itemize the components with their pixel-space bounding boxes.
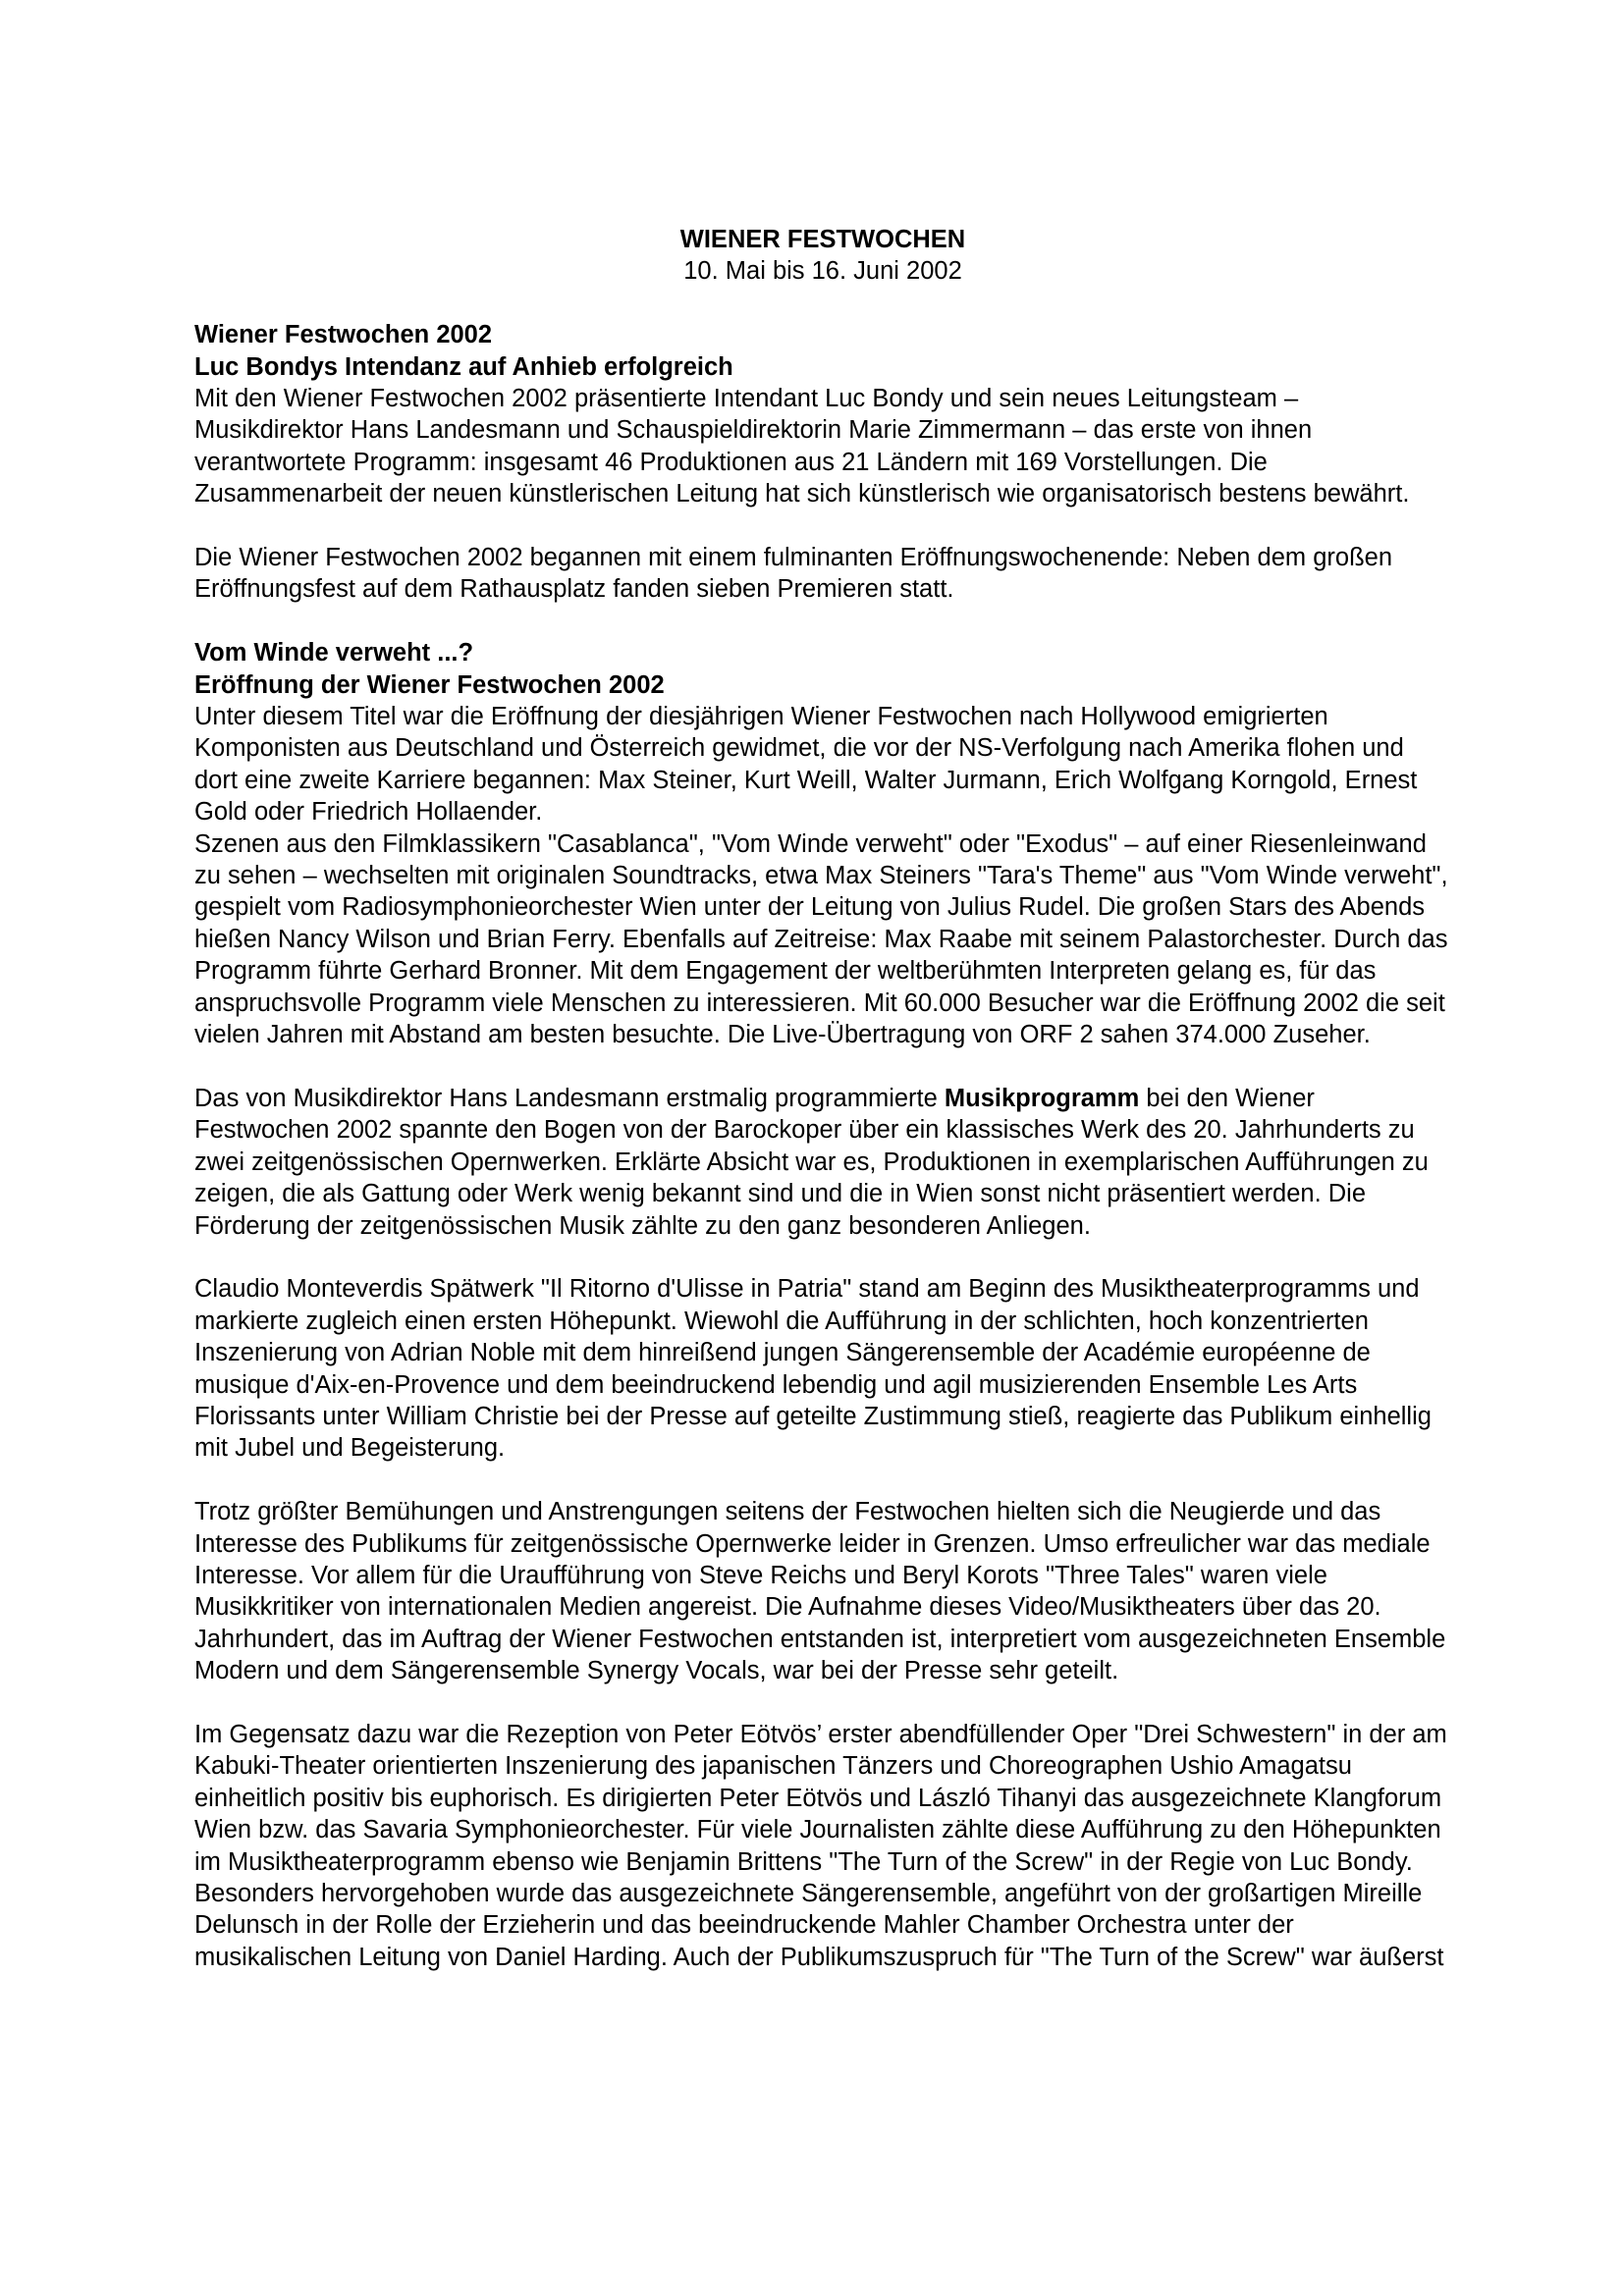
section3-paragraph-1: [194, 1083, 1451, 1242]
spacer: [194, 1051, 1451, 1083]
musikprogramm-term: Musikprogramm: [944, 1084, 1140, 1112]
spacer: [194, 1465, 1451, 1496]
section2-paragraph-1: Unter diesem Titel war die Eröffnung der diesjährigen Wiener Festwochen nach Hollywood emigrierten Komponisten aus Deutschland und Österreich gewidmet, die vor der NS-Verfolgung nach Amerika flohen und dort eine zweite Karriere begannen: Max Steiner, Kurt Weill, Walter Jurmann, Erich Wolfgang Korngold, Ernest Gold oder Friedrich Hollaender.: [194, 703, 1418, 827]
spacer: [194, 606, 1451, 637]
spacer: [194, 510, 1451, 542]
section1-paragraph-2: Die Wiener Festwochen 2002 begannen mit einem fulminanten Eröffnungswochenende: Neben dem großen Eröffnungsfest auf dem Rathausplatz fanden sieben Premieren statt.: [194, 544, 1393, 604]
document-title: WIENER FESTWOCHEN: [679, 226, 966, 253]
musikprogramm-intro: Das von Musikdirektor Hans Landesmann erstmalig programmierte: [194, 1084, 945, 1112]
section1-paragraph-1: Mit den Wiener Festwochen 2002 präsentierte Intendant Luc Bondy und sein neues Leitungsteam – Musikdirektor Hans Landesmann und Schauspieldirektorin Marie Zimmermann – das erste von ihnen verantwortete Programm: insgesamt 46 Produktionen aus 21 Ländern mit 169 Vorstellungen. Die Zusammenarbeit der neuen künstlerischen Leitung hat sich künstlerisch wie organisatorisch bestens bewährt.: [194, 385, 1410, 508]
section2-heading: Vom Winde verweht ...?: [194, 639, 474, 667]
spacer: [194, 1687, 1451, 1719]
section3-paragraph-3: Trotz größter Bemühungen und Anstrengungen seitens der Festwochen hielten sich die Neugierde und das Interesse des Publikums für zeitgenössische Opernwerke leider in Grenzen. Umso erfreulicher war das mediale Interesse. Vor allem für die Uraufführung von Steve Reichs und Beryl Korots "Three Tales" waren viele Musikkritiker von internationalen Medien angereist. Die Aufnahme dieses Video/Musiktheaters über das 20. Jahrhundert, das im Auftrag der Wiener Festwochen entstanden ist, interpretiert vom ausgezeichneten Ensemble Modern und dem Sängerensemble Synergy Vocals, war bei der Presse sehr geteilt.: [194, 1498, 1446, 1685]
section1-heading: Wiener Festwochen 2002: [194, 321, 493, 349]
spacer: [194, 1242, 1451, 1273]
section2-subheading: Eröffnung der Wiener Festwochen 2002: [194, 670, 665, 699]
section1-subheading: Luc Bondys Intendanz auf Anhieb erfolgreich: [194, 352, 733, 381]
document-dates: 10. Mai bis 16. Juni 2002: [683, 257, 962, 286]
musikprogramm-text: bei den Wiener Festwochen 2002 spannte den Bogen von der Barockoper über ein klassisches Werk des 20. Jahrhunderts zu zwei zeitgenössischen Opernwerken. Erklärte Absicht war es, Produktionen in exemplarischen Aufführungen zu zeigen, die als Gattung oder Werk wenig bekannt sind und die in Wien sonst nicht präsentiert werden. Die Förderung der zeitgenössischen Musik zählte zu den ganz besonderen Anliegen.: [194, 1084, 1429, 1240]
section2-paragraph-2: Szenen aus den Filmklassikern "Casablanca", "Vom Winde verweht" oder "Exodus" – auf einer Riesenleinwand zu sehen – wechselten mit originalen Soundtracks, etwa Max Steiners "Tara's Theme" aus "Vom Winde verweht", gespielt vom Radiosymphonieorchester Wien unter der Leitung von Julius Rudel. Die großen Stars des Abends hießen Nancy Wilson und Brian Ferry. Ebenfalls auf Zeitreise: Max Raabe mit seinem Palastorchester. Durch das Programm führte Gerhard Bronner. Mit dem Engagement der weltberühmten Interpreten gelang es, für das anspruchsvolle Programm viele Menschen zu interessieren. Mit 60.000 Besucher war die Eröffnung 2002 die seit vielen Jahren mit Abstand am besten besuchte. Die Live-Übertragung von ORF 2 sahen 374.000 Zuseher.: [194, 829, 1448, 1049]
spacer: [194, 288, 1451, 319]
document-page: [194, 224, 1451, 1973]
section3-paragraph-4: Im Gegensatz dazu war die Rezeption von Peter Eötvös’ erster abendfüllender Oper "Drei Schwestern" in der am Kabuki-Theater orientierten Inszenierung des japanischen Tänzers und Choreographen Ushio Amagatsu einheitlich positiv bis euphorisch. Es dirigierten Peter Eötvös und László Tihanyi das ausgezeichnete Klangforum Wien bzw. das Savaria Symphonieorchester. Für viele Journalisten zählte diese Aufführung zu den Höhepunkten im Musiktheaterprogramm ebenso wie Benjamin Brittens "The Turn of the Screw" in der Regie von Luc Bondy. Besonders hervorgehoben wurde das ausgezeichnete Sängerensemble, angeführt von der großartigen Mireille Delunsch in der Rolle der Erzieherin und das beeindruckende Mahler Chamber Orchestra unter der musikalischen Leitung von Daniel Harding. Auch der Publikumszuspruch für "The Turn of the Screw" war äußerst: [194, 1720, 1447, 1971]
section3-paragraph-2: Claudio Monteverdis Spätwerk "Il Ritorno d'Ulisse in Patria" stand am Beginn des Musiktheaterprogramms und markierte zugleich einen ersten Höhepunkt. Wiewohl die Aufführung in der schlichten, hoch konzentrierten Inszenierung von Adrian Noble mit dem hinreißend jungen Sängerensemble der Académie européenne de musique d'Aix-en-Provence und dem beeindruckend lebendig und agil musizierenden Ensemble Les Arts Florissants unter William Christie bei der Presse auf geteilte Zustimmung stieß, reagierte das Publikum einhellig mit Jubel und Begeisterung.: [194, 1275, 1432, 1463]
